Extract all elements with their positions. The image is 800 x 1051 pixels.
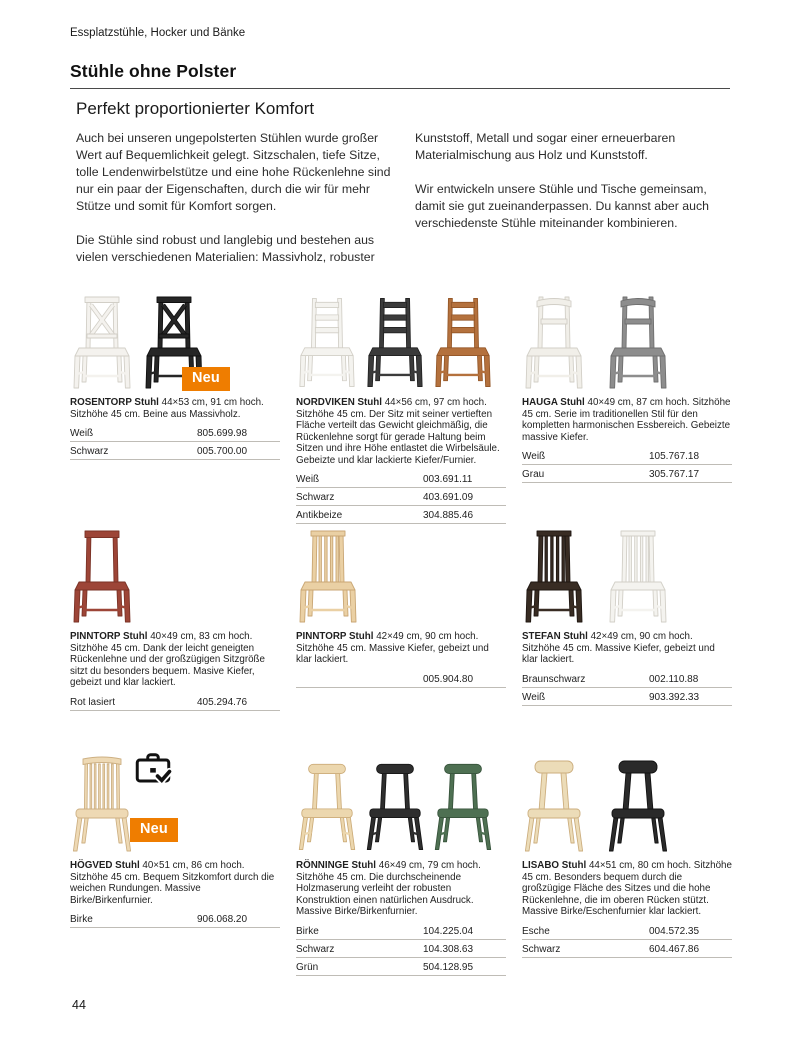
chair-illustration [70, 755, 134, 855]
variant-list [70, 910, 280, 928]
product-image [70, 518, 280, 626]
variant-row [70, 693, 280, 711]
product-image [70, 288, 280, 392]
new-badge: Neu [130, 818, 178, 843]
intro-paragraph: Die Stühle sind robust und langlebig und bestehen aus vielen verschiedenen Materialien: Massivholz, robuster [76, 233, 375, 264]
product-description-text: 40×51 cm, 86 cm hoch. Sitzhöhe 45 cm. Bequem Sitzkomfort durch die weichen Rundungen. Massive Birke/Birkenfurnier. [70, 860, 275, 906]
product-description [70, 860, 280, 906]
intro-paragraph: Auch bei unseren ungepolsterten Stühlen wurde großer Wert auf Bequemlichkeit gelegt. Sitzschalen, tiefe Sitze, tolle Lendenwirbelstütze und eine hohe Rückenlehne sind nur ein paar der Eigenschaften, durch die wir für mehr Stütze und somit für Komfort sorgen. [76, 131, 391, 213]
intro-heading: Perfekt proportionierter Komfort [76, 99, 315, 118]
intro-column-right [415, 130, 732, 283]
chair-illustration [296, 755, 358, 855]
variant-row [296, 488, 506, 506]
variant-row [522, 447, 732, 465]
product-description-text: 40×49 cm, 83 cm hoch. Sitzhöhe 45 cm. Dank der leicht geneigten Rückenlehne und der großzügigen Sitzgröße sitzt du besonders bequem. Masive Kiefer, gebeizt und klar lackiert. [70, 631, 265, 688]
variant-list [522, 922, 732, 958]
product-description [296, 397, 506, 466]
variant-row [70, 442, 280, 460]
product-description [522, 860, 732, 918]
chair-illustration [432, 755, 494, 855]
chair-illustration [296, 526, 360, 626]
variant-row [522, 940, 732, 958]
briefcase-check-icon [132, 747, 174, 787]
variant-article-number: 005.700.00 [197, 446, 248, 457]
product-card [296, 743, 506, 976]
variant-row [296, 958, 506, 976]
variant-color-label: Weiß [522, 451, 546, 462]
variant-color-label: Weiß [296, 474, 320, 485]
variant-color-label: Rot lasiert [70, 696, 116, 708]
variant-color-label: Birke [70, 914, 93, 925]
product-description-text: 42×49 cm, 90 cm hoch. Sitzhöhe 45 cm. Massive Kiefer, gebeizt und klar lackiert. [522, 631, 715, 665]
product-description [70, 397, 280, 420]
breadcrumb: Essplatzstühle, Hocker und Bänke [70, 27, 246, 39]
product-description-text: 44×53 cm, 91 cm hoch. Sitzhöhe 45 cm. Beine aus Massivholz. [70, 397, 264, 420]
product-card [522, 518, 732, 706]
variant-row [522, 670, 732, 688]
variant-article-number: 004.572.35 [649, 925, 700, 937]
variant-list [522, 670, 732, 706]
product-name: PINNTORP Stuhl [70, 631, 148, 642]
variant-list [70, 693, 280, 711]
product-name: LISABO Stuhl [522, 860, 587, 871]
chair-illustration [70, 292, 134, 392]
variant-color-label: Braunschwarz [522, 673, 586, 685]
variant-row [296, 470, 506, 488]
product-name: ROSENTORP Stuhl [70, 397, 159, 408]
variant-article-number: 104.308.63 [423, 943, 474, 955]
variant-color-label: Grau [522, 469, 545, 480]
variant-color-label: Schwarz [522, 943, 561, 955]
intro-paragraph: Wir entwickeln unsere Stühle und Tische gemeinsam, damit sie gut zueinanderpassen. Du kannst aber auch verschiedenste Stühle miteinander kombinieren. [415, 182, 709, 230]
variant-article-number: 105.767.18 [649, 451, 700, 462]
variant-row [522, 465, 732, 483]
variant-list [296, 470, 506, 524]
product-name: HÖGVED Stuhl [70, 860, 140, 871]
product-description-text: 46×49 cm, 79 cm hoch. Sitzhöhe 45 cm. Die durchscheinende Holzmaserung verleiht der robusten Konstruktion einen natürlichen Ausdruck. Massive Birke/Birkenfurnier. [296, 860, 481, 917]
variant-row [522, 922, 732, 940]
intro-column-left [76, 130, 393, 283]
product-card [70, 288, 280, 460]
variant-article-number: 104.225.04 [423, 925, 474, 937]
intro-section [76, 99, 732, 283]
chair-illustration [522, 755, 586, 855]
variant-article-number: 305.767.17 [649, 469, 700, 480]
product-description-text: 44×51 cm, 80 cm hoch. Sitzhöhe 45 cm. Besonders bequem durch die großzügige Fläche des Sitzes und die hohe Rückenlehne, die im oberen Rücken stützt. Massive Birke/Eschenfurnier klar lackiert. [522, 860, 732, 917]
variant-row [70, 424, 280, 442]
variant-article-number: 304.885.46 [423, 510, 474, 521]
variant-article-number: 805.699.98 [197, 428, 248, 439]
variant-row [296, 940, 506, 958]
variant-article-number: 403.691.09 [423, 492, 474, 503]
chair-illustration [432, 292, 494, 392]
product-description [522, 631, 732, 666]
variant-color-label: Schwarz [70, 446, 109, 457]
product-card [70, 743, 280, 928]
product-name: PINNTORP Stuhl [296, 631, 374, 642]
chair-illustration [364, 755, 426, 855]
product-name: HAUGA Stuhl [522, 397, 585, 408]
variant-color-label: Grün [296, 961, 319, 973]
variant-list [522, 447, 732, 483]
chair-illustration [522, 526, 586, 626]
variant-article-number: 903.392.33 [649, 691, 700, 703]
variant-article-number: 002.110.88 [649, 673, 699, 685]
variant-row [296, 670, 506, 688]
chair-illustration [606, 292, 670, 392]
variant-article-number: 405.294.76 [197, 696, 248, 708]
variant-color-label: Weiß [522, 691, 546, 703]
chair-illustration [70, 526, 134, 626]
variant-color-label: Schwarz [296, 943, 335, 955]
product-card [522, 288, 732, 483]
chair-illustration [606, 755, 670, 855]
variant-color-label: Esche [522, 925, 550, 937]
product-name: RÖNNINGE Stuhl [296, 860, 377, 871]
variant-row [70, 910, 280, 928]
variant-article-number: 504.128.95 [423, 961, 474, 973]
product-name: NORDVIKEN Stuhl [296, 397, 382, 408]
product-description [70, 631, 280, 689]
chair-illustration [296, 292, 358, 392]
product-card [296, 518, 506, 688]
intro-paragraph: Kunststoff, Metall und sogar einer erneuerbaren Materialmischung aus Holz und Kunststoff. [415, 131, 676, 162]
product-image [296, 288, 506, 392]
product-image [522, 518, 732, 626]
product-image [296, 518, 506, 626]
variant-list [70, 424, 280, 460]
variant-list [296, 922, 506, 976]
product-description [522, 397, 732, 443]
chair-illustration [364, 292, 426, 392]
product-image [522, 743, 732, 855]
variant-list [296, 670, 506, 688]
product-description-text: 42×49 cm, 90 cm hoch. Sitzhöhe 45 cm. Massive Kiefer, gebeizt und klar lackiert. [296, 631, 489, 665]
chair-illustration [606, 526, 670, 626]
product-grid [70, 288, 732, 976]
variant-row [522, 688, 732, 706]
page-title: Stühle ohne Polster [70, 61, 237, 81]
product-description [296, 631, 506, 666]
product-description-text: 44×56 cm, 97 cm hoch. Sitzhöhe 45 cm. Der Sitz mit seiner vertieften Fläche verteilt das Gewicht gleichmäßig, die Rückenlehne sorgt für gerade Haltung beim Sitzen und ihre Höhe entlastet die Wirbelsäule. Gebeizte und klar lackierte Kiefer/Furnier. [296, 397, 500, 466]
variant-article-number: 005.904.80 [423, 673, 474, 685]
chair-illustration [522, 292, 586, 392]
title-divider [70, 88, 730, 89]
variant-color-label: Weiß [70, 428, 94, 439]
new-badge: Neu [182, 367, 230, 392]
product-name: STEFAN Stuhl [522, 631, 588, 642]
product-card [296, 288, 506, 524]
product-card [522, 743, 732, 958]
variant-article-number: 003.691.11 [423, 474, 473, 485]
variant-color-label: Antikbeize [296, 510, 343, 521]
variant-color-label: Schwarz [296, 492, 335, 503]
product-description [296, 860, 506, 918]
product-description-text: 40×49 cm, 87 cm hoch. Sitzhöhe 45 cm. Serie im traditionellen Stil für den kompletten harmonischen Essbereich. Gebeizte massive Kiefer. [522, 397, 731, 443]
variant-article-number: 604.467.86 [649, 943, 700, 955]
variant-color-label: Birke [296, 925, 319, 937]
product-image [70, 743, 280, 855]
variant-article-number: 906.068.20 [197, 914, 248, 925]
page-number: 44 [72, 998, 86, 1012]
product-card [70, 518, 280, 711]
product-image [296, 743, 506, 855]
variant-row [296, 922, 506, 940]
product-image [522, 288, 732, 392]
